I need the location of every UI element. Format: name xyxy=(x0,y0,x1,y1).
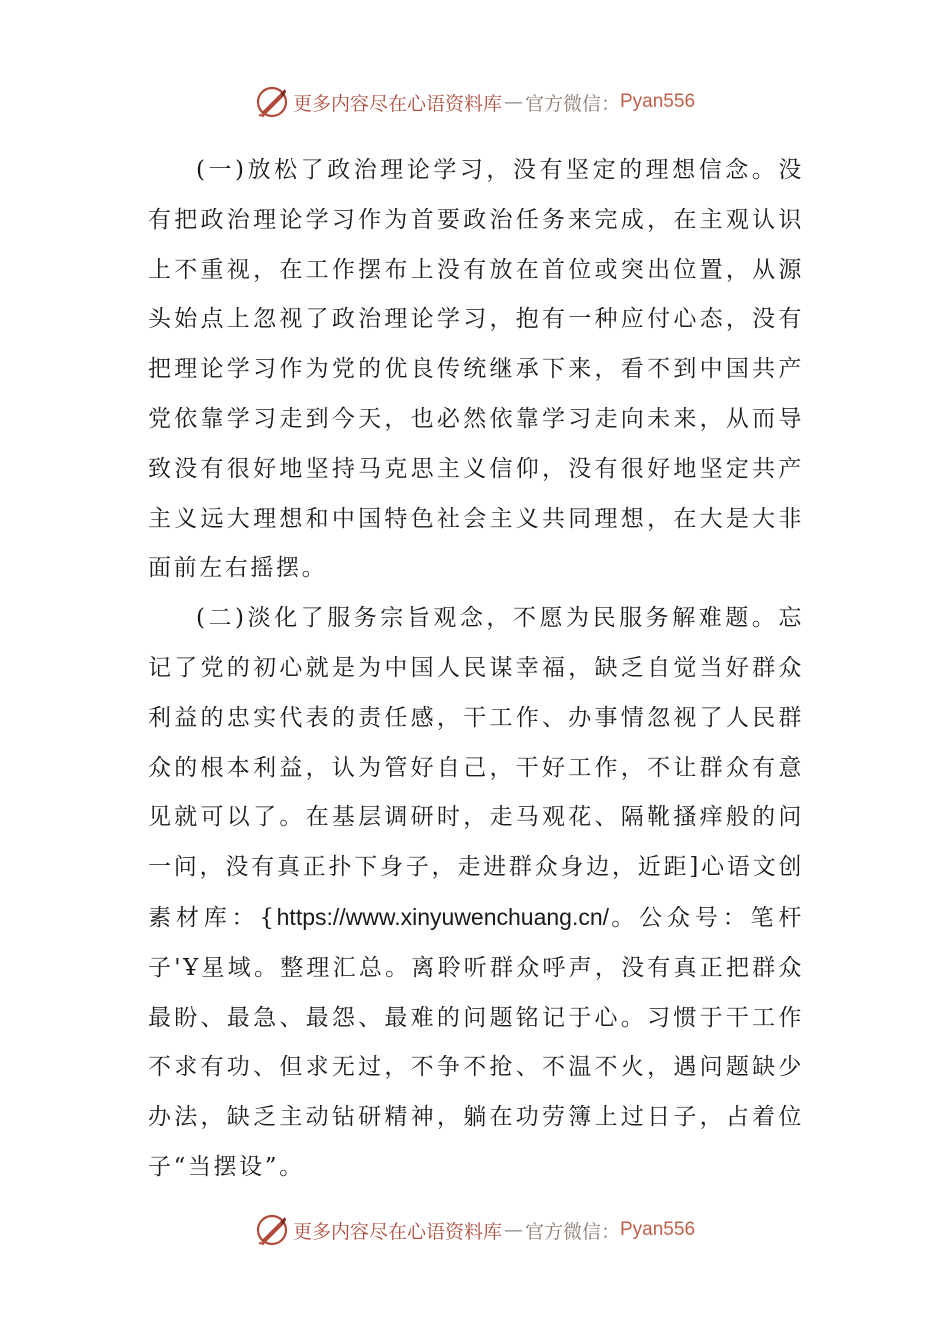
banner-wechat-id: Pyan556 xyxy=(620,1219,696,1240)
paragraph-2 xyxy=(148,594,804,1193)
quill-pen-logo-icon xyxy=(255,1213,289,1247)
header-watermark-banner xyxy=(0,82,950,122)
banner-separator: — xyxy=(503,1219,523,1241)
paragraph-1: (一)放松了政治理论学习，没有坚定的理想信念。没有把政治理论学习作为首要政治任务来完成，在主观认识上不重视，在工作摆布上没有放在首位或突出位置，从源头始点上忽视了政治理论学习，抱有一种应付心态，没有把理论学习作为党的优良传统继承下来，看不到中国共产党依靠学习走到今天，也必然依靠学习走向未来，从而导致没有很好地坚持马克思主义信仰，没有很好地坚定共产主义远大理想和中国特色社会主义共同理想，在大是大非面前左右摇摆。 xyxy=(148,157,804,582)
banner-wechat-id: Pyan556 xyxy=(620,91,696,112)
banner-separator: — xyxy=(503,91,523,113)
footer-watermark-banner xyxy=(0,1210,950,1250)
document-body xyxy=(148,146,804,1193)
banner-wechat-label: 官方微信： xyxy=(524,1220,620,1243)
paragraph-2-text-before: (二)淡化了服务宗旨观念，不愿为民服务解难题。忘记了党的初心就是为中国人民谋幸福，缺乏自觉当好群众利益的忠实代表的责任感，干工作、办事情忽视了人民群众的根本利益，认为管好自己，干好工作，不让群众有意见就可以了。在基层调研时，走马观花、隔靴搔痒般的问一问，没有真正扑下身子，走进群众身边，近距]心语文创素材库：{ xyxy=(148,605,804,931)
paragraph-2-text-after: 。公众号：笔杆子'Ұ星域。整理汇总。离聆听群众呼声，没有真正把群众最盼、最急、最怨、最难的问题铭记于心。习惯于干工作不求有功、但求无过，不争不抢、不温不火，遇问题缺少办法，缺乏主动钻研精神，躺在功劳簿上过日子，占着位子“当摆设”。 xyxy=(148,904,804,1180)
banner-site-text: 更多内容尽在心语资料库 xyxy=(292,1220,502,1243)
banner-wechat-label: 官方微信： xyxy=(524,92,620,115)
paragraph-2-url: https://www.xinyuwenchuang.cn/ xyxy=(276,903,610,930)
quill-pen-logo-icon xyxy=(255,85,289,119)
banner-site-text: 更多内容尽在心语资料库 xyxy=(292,92,502,115)
